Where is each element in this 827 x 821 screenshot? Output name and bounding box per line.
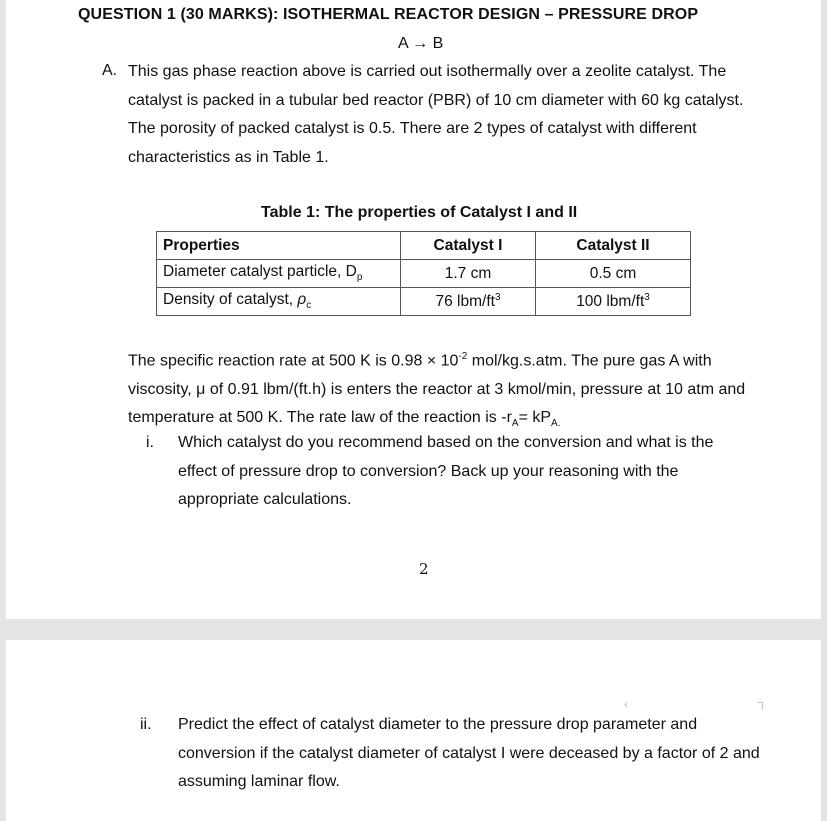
part-i-label: i. xyxy=(146,434,154,451)
part-a-line: catalyst is packed in a tubular bed reactor (PBR) of 10 cm diameter with 60 kg catalyst. xyxy=(128,91,744,109)
property-subscript: p xyxy=(356,272,363,284)
value-superscript: 3 xyxy=(494,291,501,303)
table-header-cell: Catalyst II xyxy=(536,232,691,260)
table-row xyxy=(157,260,691,288)
conditions-line: viscosity, μ of 0.91 lbm/(ft.h) is enters the reactor at 3 kmol/min, pressure at 10 atm and xyxy=(128,380,746,398)
value-text: 76 lbm/ft xyxy=(435,293,495,311)
conditions-text xyxy=(128,343,745,439)
exponent: -2 xyxy=(458,351,468,362)
document-page-2 xyxy=(6,640,821,821)
part-i-text xyxy=(178,429,713,515)
scan-mark: ‹ xyxy=(624,697,628,711)
part-ii-line: conversion if the catalyst diameter of catalyst I were deceased by a factor of 2 and xyxy=(178,744,760,762)
property-text: Density of catalyst, xyxy=(163,291,298,309)
document-page-1 xyxy=(6,0,821,619)
table-cell-value xyxy=(536,288,691,316)
part-a-label: A. xyxy=(102,62,118,79)
conditions-line-3b: = kP xyxy=(518,409,552,427)
part-ii-line: Predict the effect of catalyst diameter to the pressure drop parameter and xyxy=(178,716,698,733)
table-header-row xyxy=(157,232,691,260)
part-ii-line: assuming laminar flow. xyxy=(178,773,340,790)
property-text: Diameter catalyst particle, D xyxy=(163,263,357,281)
part-a-line: characteristics as in Table 1. xyxy=(128,148,329,166)
property-symbol: ρ xyxy=(297,291,307,309)
part-a-text xyxy=(128,58,743,172)
reaction-equation: A → B xyxy=(398,35,444,52)
catalyst-properties-table xyxy=(156,231,691,316)
question-title: QUESTION 1 (30 MARKS): ISOTHERMAL REACTOR DESIGN – PRESSURE DROP xyxy=(78,6,699,23)
scan-mark: ┐ xyxy=(758,695,767,709)
subscript: A. xyxy=(551,418,561,430)
table-header-cell: Catalyst I xyxy=(401,232,536,260)
part-i-line: effect of pressure drop to conversion? Back up your reasoning with the xyxy=(178,462,679,480)
part-a-line: This gas phase reaction above is carried out isothermally over a zeolite catalyst. The xyxy=(128,63,727,80)
part-ii-text xyxy=(178,711,760,797)
subscript: A xyxy=(511,418,519,430)
table-cell-value: 1.7 cm xyxy=(401,260,536,288)
table-title: Table 1: The properties of Catalyst I and II xyxy=(261,204,578,221)
conditions-line-1b: mol/kg.s.atm. The pure gas A with xyxy=(467,352,712,370)
conditions-line-3a: temperature at 500 K. The rate law of the reaction is -r xyxy=(128,409,512,427)
part-i-line: appropriate calculations. xyxy=(178,491,352,508)
part-a-line: The porosity of packed catalyst is 0.5. There are 2 types of catalyst with different xyxy=(128,120,697,137)
table-header-cell: Properties xyxy=(157,232,401,260)
table-cell-property xyxy=(157,288,401,316)
part-i-line: Which catalyst do you recommend based on the conversion and what is the xyxy=(178,434,714,451)
value-text: 100 lbm/ft xyxy=(576,293,645,311)
property-subscript: c xyxy=(306,300,312,312)
conditions-line xyxy=(128,343,745,376)
table-cell-value: 0.5 cm xyxy=(536,260,691,288)
part-ii-label: ii. xyxy=(140,716,152,733)
table-row xyxy=(157,288,691,316)
table-cell-value xyxy=(401,288,536,316)
conditions-line-1a: The specific reaction rate at 500 K is 0.98 × 10 xyxy=(128,352,459,370)
page-number: 2 xyxy=(419,560,429,578)
table-cell-property xyxy=(157,260,401,288)
value-superscript: 3 xyxy=(644,291,650,303)
